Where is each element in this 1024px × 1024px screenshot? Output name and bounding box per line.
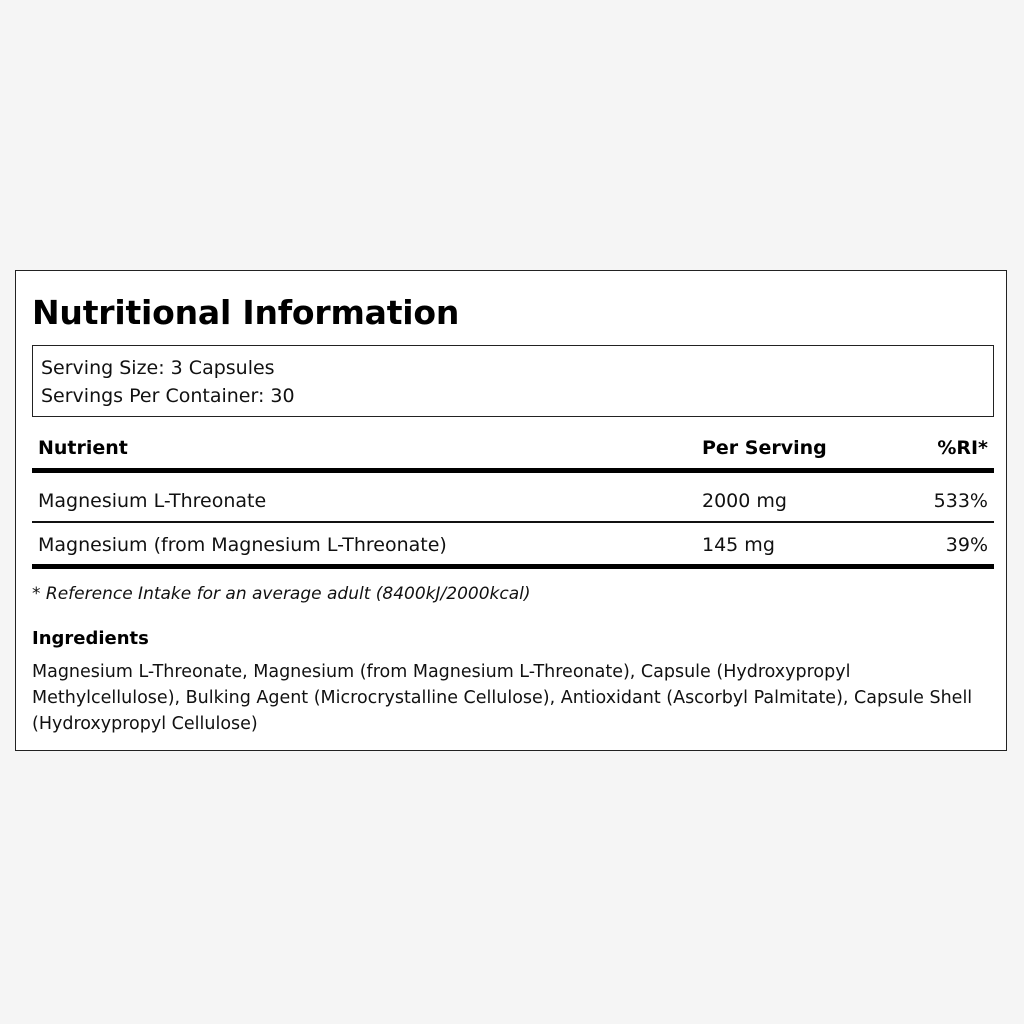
ingredients-heading: Ingredients bbox=[32, 628, 149, 649]
header-per-serving: Per Serving bbox=[702, 437, 827, 459]
table-row bbox=[32, 473, 994, 523]
nutrition-panel bbox=[15, 270, 1007, 751]
nutrient-table bbox=[32, 429, 994, 569]
reference-intake-footnote: * Reference Intake for an average adult (8400kJ/2000kcal) bbox=[32, 584, 531, 604]
serving-info-box bbox=[32, 345, 994, 417]
nutrient-name: Magnesium L-Threonate bbox=[38, 490, 267, 512]
ingredients-text: Magnesium L-Threonate, Magnesium (from Magnesium L-Threonate), Capsule (Hydroxypropyl Methylcellulose), Bulking Agent (Microcrystalline Cellulose), Antioxidant (Ascorbyl Palmitate), Capsule Shell (Hydroxypropyl Cellulose) bbox=[32, 662, 973, 734]
nutrient-per-serving: 2000 mg bbox=[702, 490, 787, 512]
header-ri: %RI* bbox=[937, 437, 988, 459]
header-nutrient: Nutrient bbox=[38, 437, 128, 459]
nutrient-name: Magnesium (from Magnesium L-Threonate) bbox=[38, 534, 447, 556]
table-header-row bbox=[32, 429, 994, 473]
servings-per-container: Servings Per Container: 30 bbox=[41, 385, 295, 407]
nutrient-per-serving: 145 mg bbox=[702, 534, 775, 556]
table-row bbox=[32, 523, 994, 569]
nutrient-ri: 533% bbox=[933, 490, 988, 512]
panel-title: Nutritional Information bbox=[32, 293, 460, 332]
nutrient-ri: 39% bbox=[945, 534, 988, 556]
serving-size: Serving Size: 3 Capsules bbox=[41, 357, 275, 379]
